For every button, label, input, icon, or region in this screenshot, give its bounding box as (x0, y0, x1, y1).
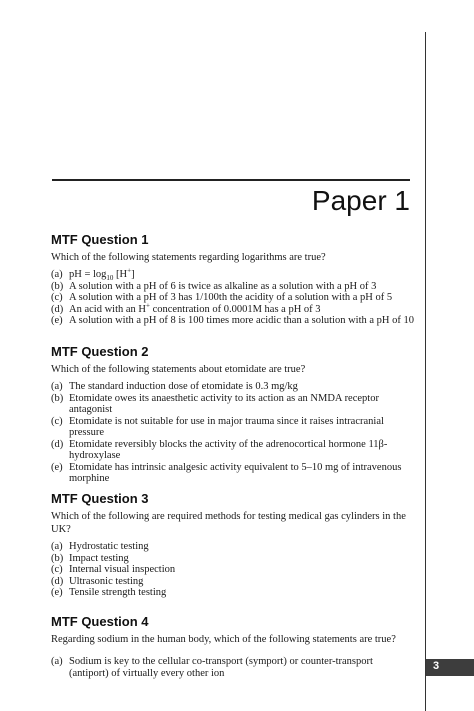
option-text: An acid with an H+ concentration of 0.0001M has a pH of 3 (69, 301, 321, 315)
option-text: Etomidate owes its anaesthetic activity to its action as an NMDA receptor antagonist (69, 392, 379, 415)
option-text: A solution with a pH of 6 is twice as alkaline as a solution with a pH of 3 (69, 280, 377, 292)
question-heading: MTF Question 3 (51, 491, 149, 506)
option-item (51, 266, 416, 283)
chapter-rule (52, 179, 410, 181)
option-label: (d) (51, 303, 64, 315)
option-label: (d) (51, 438, 64, 450)
option-text: Ultrasonic testing (69, 575, 144, 587)
option-text: Etomidate has intrinsic analgesic activity equivalent to 5–10 mg of intravenous morphine (69, 461, 402, 484)
option-label: (c) (51, 415, 63, 427)
option-item (51, 587, 416, 599)
option-item (51, 553, 416, 565)
option-list (51, 266, 416, 327)
question-heading: MTF Question 1 (51, 232, 149, 247)
option-list (51, 541, 416, 599)
option-label: (a) (51, 269, 63, 280)
option-label: (e) (51, 587, 63, 598)
question-stem: Which of the following statements about etomidate are true? (51, 364, 306, 375)
option-item (51, 576, 416, 588)
option-item (51, 416, 416, 439)
option-label: (e) (51, 461, 63, 473)
option-label: (c) (51, 292, 63, 303)
question-stem: Which of the following statements regarding logarithms are true? (51, 252, 326, 263)
option-label: (a) (51, 656, 63, 667)
option-text: Impact testing (69, 552, 129, 564)
option-item (51, 393, 416, 416)
question-heading: MTF Question 4 (51, 614, 149, 629)
option-list (51, 656, 411, 679)
option-item (51, 439, 416, 462)
page-number: 3 (433, 660, 440, 672)
question-heading: MTF Question 2 (51, 344, 149, 359)
option-item (51, 564, 416, 576)
option-item (51, 315, 416, 327)
option-text: Internal visual inspection (69, 564, 176, 575)
option-item (51, 301, 416, 316)
option-label: (c) (51, 564, 63, 575)
option-text: Tensile strength testing (69, 587, 167, 598)
option-label: (b) (51, 280, 64, 292)
option-item (51, 381, 416, 393)
option-label: (a) (51, 541, 63, 552)
option-label: (a) (51, 381, 63, 392)
option-label: (d) (51, 575, 64, 587)
option-label: (b) (51, 392, 64, 404)
option-text: The standard induction dose of etomidate is 0.3 mg/kg (69, 381, 298, 392)
option-label: (b) (51, 552, 64, 564)
page-title: Paper 1 (311, 185, 410, 216)
option-text: Hydrostatic testing (69, 541, 149, 552)
option-text: A solution with a pH of 3 has 1/100th the acidity of a solution with a pH of 5 (69, 292, 393, 303)
question-stem: Which of the following are required methods for testing medical gas cylinders in the UK? (51, 511, 406, 535)
option-text: Etomidate is not suitable for use in major trauma since it raises intracranial pressure (69, 415, 384, 438)
option-text: A solution with a pH of 8 is 100 times more acidic than a solution with a pH of 10 (69, 315, 414, 326)
option-list (51, 381, 416, 485)
option-item (51, 541, 416, 553)
option-text: Etomidate reversibly blocks the activity of the adrenocortical hormone 11β-hydroxylase (69, 438, 388, 461)
option-item (51, 656, 411, 679)
option-text: Sodium is key to the cellular co-transport (symport) or counter-transport (antiport) of virtually every other ion (69, 656, 373, 679)
question-stem: Regarding sodium in the human body, which of the following statements are true? (51, 634, 396, 645)
option-item (51, 462, 416, 485)
margin-rule-vertical (425, 32, 426, 711)
option-label: (e) (51, 315, 63, 326)
option-text: pH = $\log_{10} [H^+]$ (69, 266, 135, 283)
option-item (51, 281, 416, 293)
option-item (51, 292, 416, 304)
